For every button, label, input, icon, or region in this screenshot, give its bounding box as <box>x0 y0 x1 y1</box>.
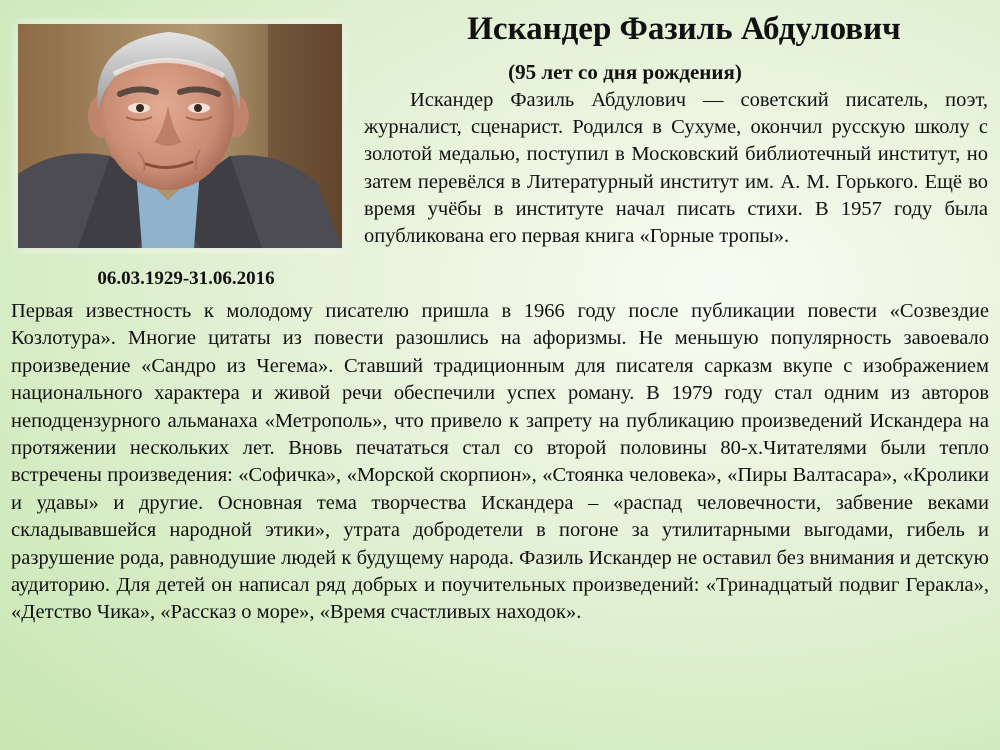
page-title: Искандер Фазиль Абдулович <box>467 11 901 47</box>
portrait-illustration <box>18 24 342 248</box>
author-portrait-photo <box>18 24 342 248</box>
anniversary-subtitle: (95 лет со дня рождения) <box>508 60 742 84</box>
life-dates: 06.03.1929-31.06.2016 <box>97 268 275 289</box>
biography-intro-paragraph: Искандер Фазиль Абдулович — советский писатель, поэт, журналист, сценарист. Родился в Сухуме, окончил русскую школу с золотой медалью, поступил в Московский библиотечный институт, но затем перевёлся в Литературный институт им. А. М. Горького. Ещё во время учёбы в институте начал писать стихи. В 1957 году была опубликована его первая книга «Горные тропы». <box>364 89 988 248</box>
biography-main-paragraph: Первая известность к молодому писателю пришла в 1966 году после публикации повести «Созвездие Козлотура». Многие цитаты из повести разошлись на афоризмы. Не меньшую популярность завоевало произведение «Сандро из Чегема». Ставший традиционным для писателя сарказм вкупе с изображением национального характера и живой речи обеспечили успех роману. В 1979 году стал одним из авторов неподцензурного альманаха «Метрополь», что привело к запрету на публикацию произведений Искандера на протяжении нескольких лет. Вновь печататься стал со второй половины 80-х.Читателями были тепло встречены произведения: «Софичка», «Морской скорпион», «Стоянка человека», «Пиры Валтасара», «Кролики и удавы» и другие. Основная тема творчества Искандера – «распад человечности, забвение веками складывавшейся народной этики», утрата добродетели в погоне за утилитарными выгодами, гибель и разрушение рода, равнодушие людей к будущему народа. Фазиль Искандер не оставил без внимания и детскую аудиторию. Для детей он написал ряд добрых и поучительных произведений: «Тринадцатый подвиг Геракла», «Детство Чика», «Рассказ о море», «Время счастливых находок». <box>11 300 989 624</box>
